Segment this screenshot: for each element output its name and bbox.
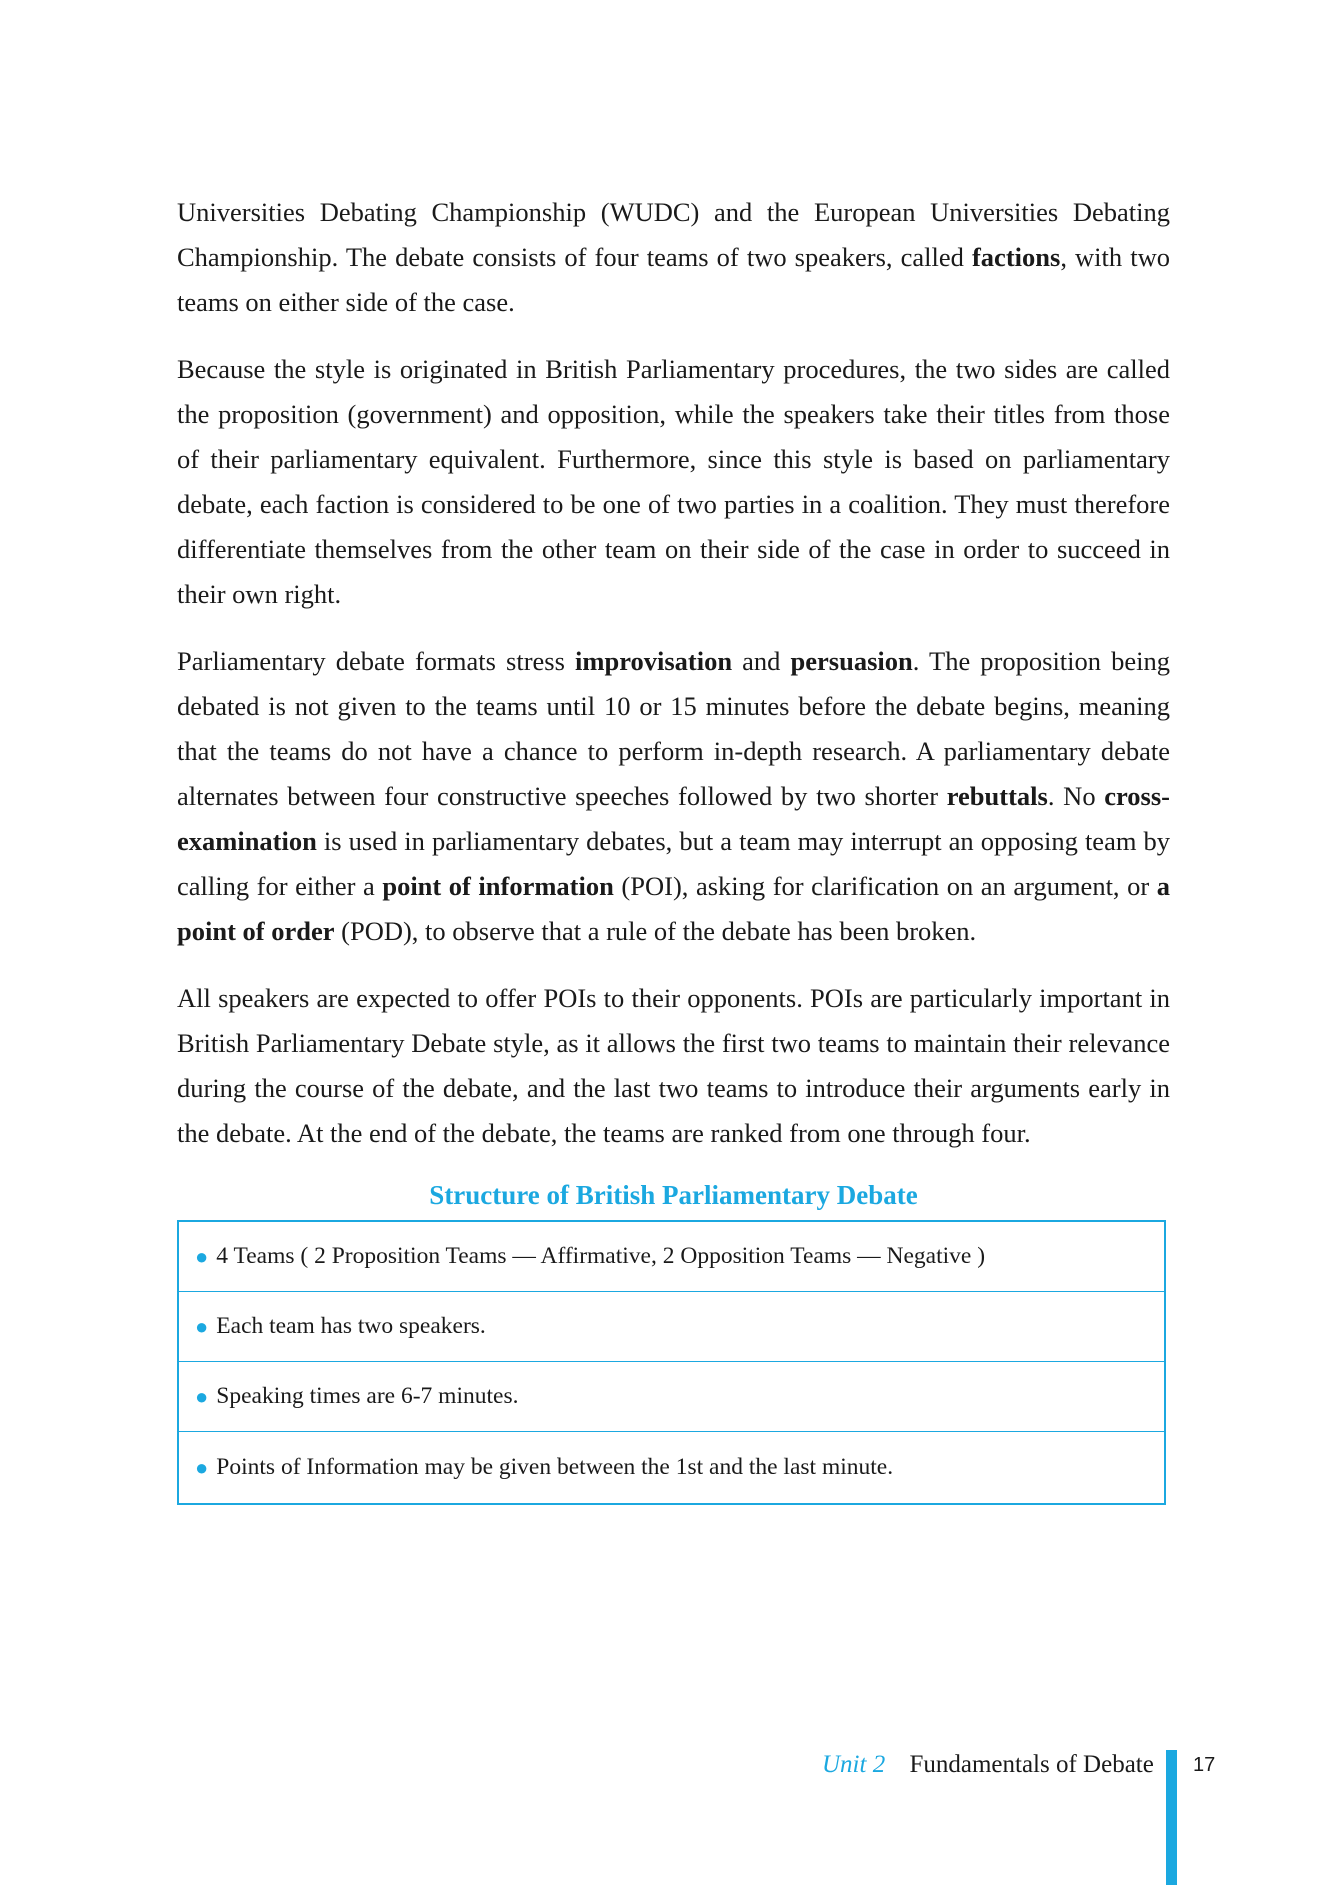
text-run: . The proposition being debated is not given to the teams until 10 or 15 minutes before the debate begins, meaning that the teams do not have a chance to perform in-depth research. A parliamentary debate alternates between four constructive speeches followed by two shorter [177, 646, 1170, 811]
structure-title: Structure of British Parliamentary Debate [429, 1180, 918, 1210]
structure-row [179, 1292, 1164, 1362]
paragraph-wudc [177, 190, 1170, 325]
text-run: , with two teams on either side of the case. [177, 242, 1170, 317]
bold-term: factions [971, 242, 1061, 272]
bold-term: persuasion [790, 646, 913, 676]
bold-term: cross-examination [177, 781, 1170, 856]
text-run: and [732, 646, 791, 676]
text-run: Because the style is originated in British Parliamentary procedures, the two sides are called the proposition (government) and opposition, while the speakers take their titles from those of their parliamentary equivalent. Furthermore, since this style is based on parliamentary debate, each faction is considered to be one of two parties in a coalition. They must therefore differentiate themselves from the other team on their side of the case in order to succeed in their own right. [177, 354, 1170, 609]
bullet-icon: ● [195, 1313, 209, 1339]
footer-unit-title: Fundamentals of Debate [909, 1751, 1154, 1778]
text-run: All speakers are expected to offer POIs to their opponents. POIs are particularly important in British Parliamentary Debate style, as it allows the first two teams to maintain their relevance during the course of the debate, and the last two teams to introduce their arguments early in the debate. At the end of the debate, the teams are ranked from one through four. [177, 983, 1170, 1148]
structure-row-text: Speaking times are 6-7 minutes. [216, 1383, 519, 1409]
footer-accent-bar [1166, 1750, 1177, 1885]
bold-term: point of information [382, 871, 614, 901]
bullet-icon: ● [195, 1383, 209, 1409]
bold-term: rebuttals [946, 781, 1048, 811]
paragraph-british-parliamentary [177, 347, 1170, 617]
structure-table [177, 1220, 1166, 1505]
bullet-icon: ● [195, 1243, 209, 1269]
page-content [177, 190, 1170, 1505]
text-run: is used in parliamentary debates, but a team may interrupt an opposing team by calling for either a [177, 826, 1170, 901]
structure-row [179, 1432, 1164, 1503]
bold-term: improvisation [575, 646, 733, 676]
text-run: Parliamentary debate formats stress [177, 646, 576, 676]
paragraph-pois [177, 976, 1170, 1156]
page-footer [822, 1748, 1154, 1782]
text-run: (POI), asking for clarification on an argument, or [613, 871, 1157, 901]
structure-row [179, 1362, 1164, 1432]
footer-unit: Unit 2 [822, 1751, 886, 1778]
structure-row-text: 4 Teams ( 2 Proposition Teams — Affirmative, 2 Opposition Teams — Negative ) [216, 1243, 986, 1269]
bold-term: a point of order [177, 871, 1170, 946]
structure-row-text: Each team has two speakers. [216, 1313, 486, 1339]
bullet-icon: ● [195, 1454, 209, 1480]
page-number: 17 [1193, 1754, 1216, 1776]
text-run: . No [1047, 781, 1105, 811]
text-run: (POD), to observe that a rule of the debate has been broken. [334, 916, 977, 946]
structure-row-text: Points of Information may be given between the 1st and the last minute. [216, 1454, 894, 1480]
structure-row [179, 1222, 1164, 1292]
text-run: Universities Debating Championship (WUDC) and the European Universities Debating Championship. The debate consists of four teams of two speakers, called [177, 197, 1170, 272]
paragraph-improvisation [177, 639, 1170, 954]
